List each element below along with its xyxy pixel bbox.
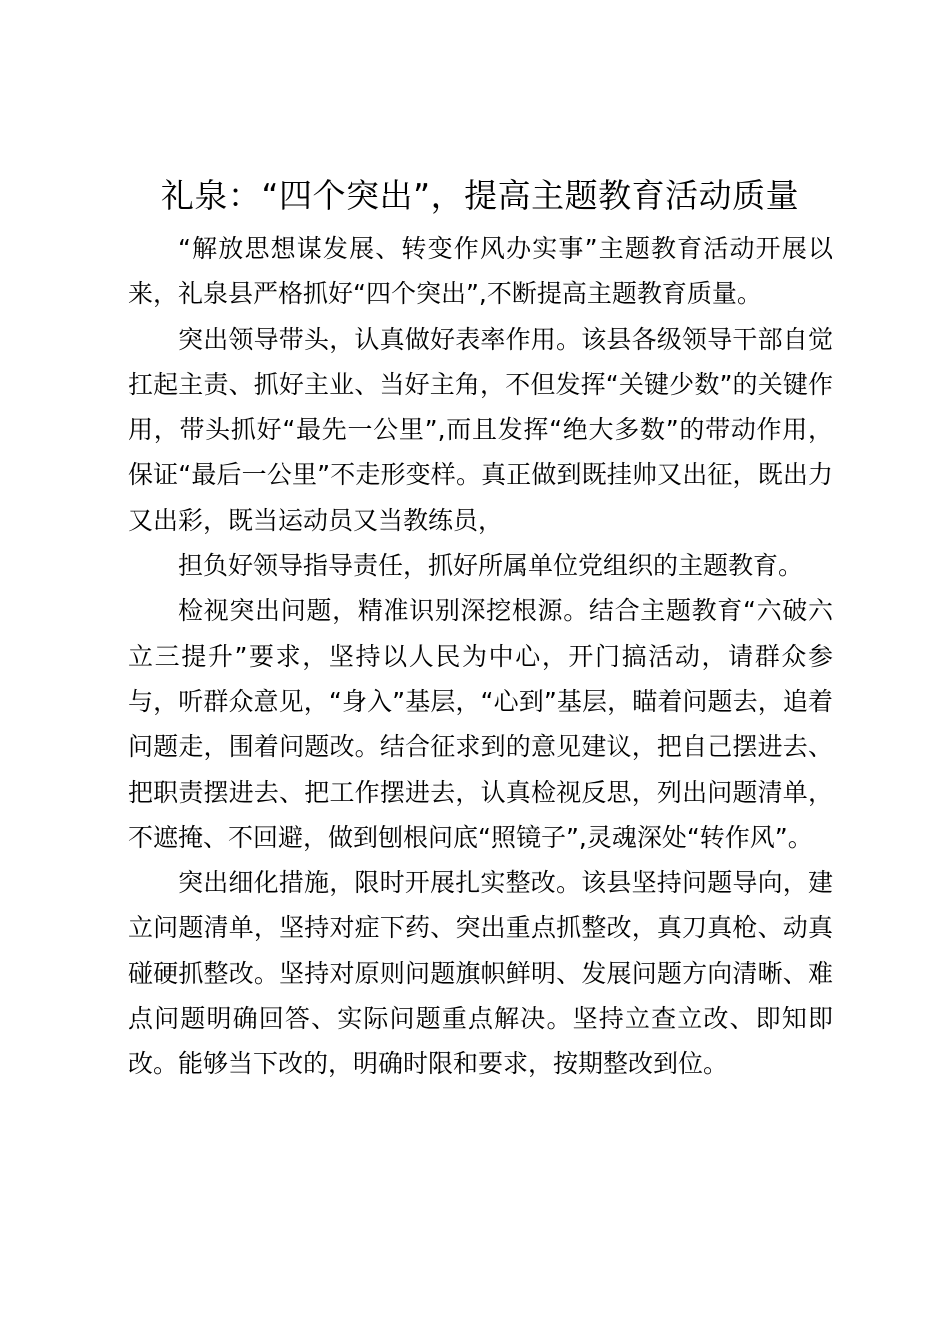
document-body — [128, 226, 833, 1087]
paragraph-responsibility: 担负好领导指导责任，抓好所属单位党组织的主题教育。 — [178, 551, 804, 581]
paragraph-problems: 检视突出问题，精准识别深挖根源。结合主题教育“六破六立三提升”要求，坚持以人民为中心，开门搞活动，请群众参与，听群众意见，“身入”基层，“心到”基层，瞄着问题去，追着问题走，围着问题改。结合征求到的意见建议，把自己摆进去、把职责摆进去、把工作摆进去，认真检视反思，列出问题清单，不遮掩、不回避，做到刨根问底“照镜子”,灵魂深处“转作风”。 — [128, 596, 833, 852]
paragraph-rectification: 突出细化措施，限时开展扎实整改。该县坚持问题导向，建立问题清单，坚持对症下药、突出重点抓整改，真刀真枪、动真碰硬抓整改。坚持对原则问题旗帜鲜明、发展问题方向清晰、难点问题明确回答、实际问题重点解决。坚持立查立改、即知即改。能够当下改的，明确时限和要求，按期整改到位。 — [128, 868, 833, 1079]
paragraph-intro: “解放思想谋发展、转变作风办实事”主题教育活动开展以来，礼泉县严格抓好“四个突出”,不断提高主题教育质量。 — [128, 234, 833, 309]
paragraph-leadership: 突出领导带头，认真做好表率作用。该县各级领导干部自觉扛起主责、抓好主业、当好主角，不但发挥“关键少数”的关键作用，带头抓好“最先一公里”,而且发挥“绝大多数”的带动作用，保证“最后一公里”不走形变样。真正做到既挂帅又出征，既出力又出彩，既当运动员又当教练员， — [128, 324, 833, 535]
document-title: 礼泉：“四个突出”，提高主题教育活动质量 — [160, 176, 800, 215]
